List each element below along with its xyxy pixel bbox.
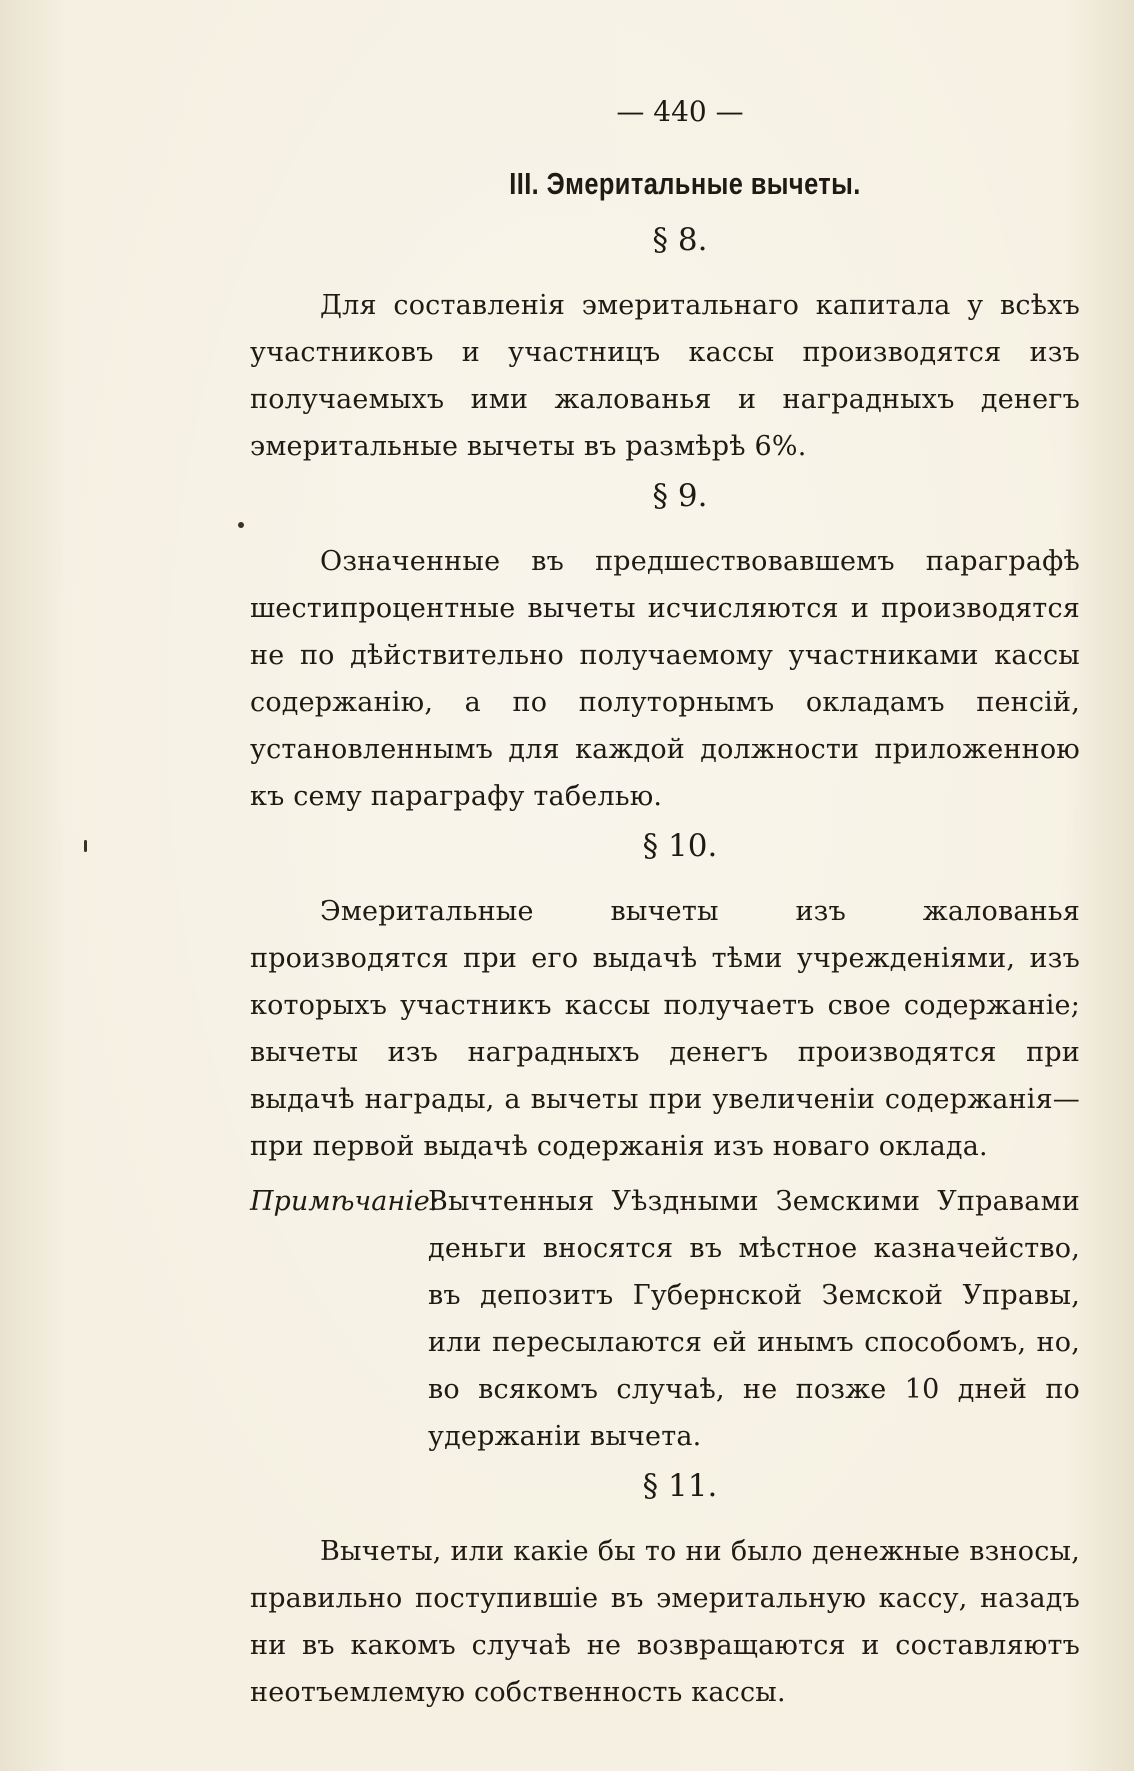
paragraph-11: [250, 1468, 1080, 1716]
paragraph-heading: § 11.: [642, 1468, 718, 1504]
page-number: — 440 —: [616, 95, 744, 128]
footnote-remark: [250, 1178, 1080, 1460]
ink-speck: [84, 840, 87, 852]
paragraph-text: Означенные въ предшествовавшемъ параграфѣ шестипроцентные вычеты исчисляются и производятся не по дѣйствительно получаемому участниками кассы содержанію, а по полуторнымъ окладамъ пенсій, установленнымъ для каждой должности приложенною къ сему параграфу табелью.: [250, 546, 1080, 812]
paragraph-heading: § 8.: [652, 222, 708, 258]
paragraph-text: Вычеты, или какіе бы то ни было денежные взносы, правильно поступившіе въ эмеритальную кассу, назадъ ни въ какомъ случаѣ не возвращаются и составляютъ неотъемлемую собственность кассы.: [250, 1536, 1080, 1708]
remark-text: Вычтенныя Уѣздными Земскими Управами деньги вносятся въ мѣстное казначейство, въ депозитъ Губернской Земской Управы, или пересылаются ей инымъ способомъ, но, во всякомъ случаѣ, не позже 10 дней по удержаніи вычета.: [428, 1186, 1080, 1452]
paragraph-text: Эмеритальные вычеты изъ жалованья производятся при его выдачѣ тѣми учрежденіями, изъ которыхъ участникъ кассы получаетъ свое содержаніе; вычеты изъ наградныхъ денегъ производятся при выдачѣ награды, а вычеты при увеличеніи содержанія—при первой выдачѣ содержанія изъ новаго оклада.: [250, 896, 1080, 1162]
section-title: III. Эмеритальные вычеты.: [509, 166, 861, 201]
paragraph-text: Для составленія эмеритальнаго капитала у всѣхъ участниковъ и участницъ кассы производятся изъ получаемыхъ ими жалованья и наградныхъ денегъ эмеритальные вычеты въ размѣрѣ 6%.: [250, 290, 1080, 462]
paragraph-10: [250, 828, 1080, 1460]
remark-label: Примѣчаніе:: [250, 1186, 439, 1217]
paragraph-heading: § 10.: [642, 828, 718, 864]
paragraph-9: [250, 478, 1080, 820]
ink-speck: [238, 522, 244, 528]
paragraph-8: [250, 222, 1080, 470]
paragraph-heading: § 9.: [652, 478, 708, 514]
text-block: [250, 95, 1080, 1716]
